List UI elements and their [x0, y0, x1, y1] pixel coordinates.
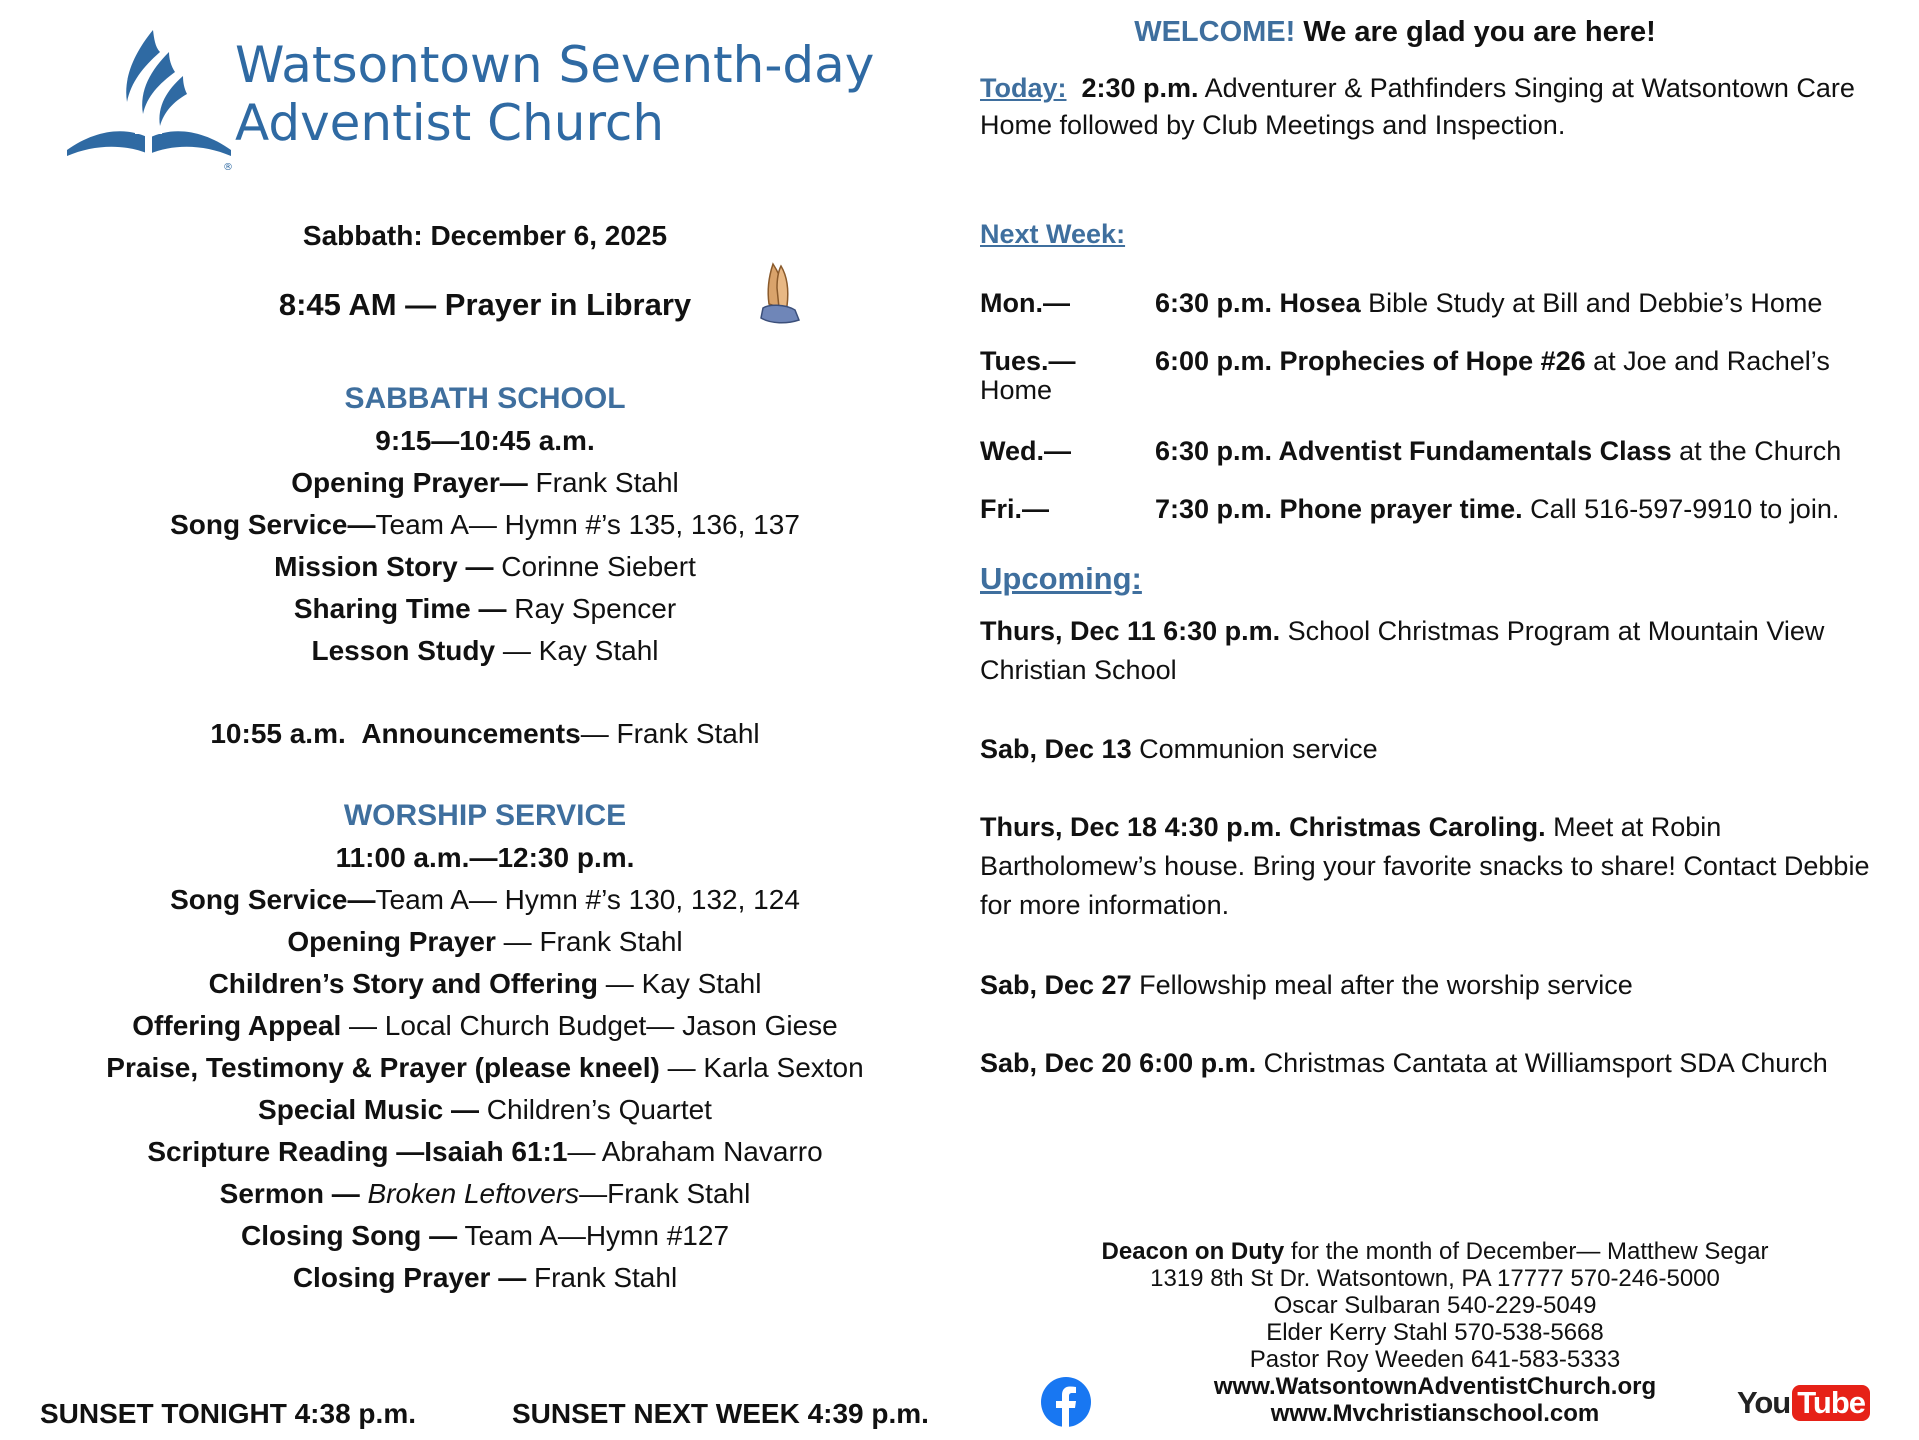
sabbath-date: Sabbath: December 6, 2025	[302, 220, 668, 251]
upcoming-item: Sab, Dec 13 Communion service	[980, 734, 1378, 764]
church-logo	[65, 22, 235, 172]
registered-mark: ®	[223, 162, 233, 172]
welcome-line: WELCOME! We are glad you are here!	[1134, 16, 1656, 48]
sabbath-school-time: 9:15—10:45 a.m.	[375, 425, 595, 456]
ss-item: Mission Story — Corinne Siebert	[274, 551, 696, 582]
upcoming-item: Sab, Dec 27 Fellowship meal after the worship service	[980, 970, 1633, 1000]
contact-line: Elder Kerry Stahl 570-538-5668	[1266, 1319, 1604, 1346]
upcoming-label: Upcoming:	[980, 561, 1142, 596]
ss-item: Opening Prayer— Frank Stahl	[291, 467, 679, 498]
contact-line: Pastor Roy Weeden 641-583-5333	[1249, 1346, 1621, 1373]
facebook-icon[interactable]	[1040, 1376, 1092, 1428]
church-name-line1: Watsontown Seventh-day	[235, 36, 875, 94]
ws-item: Offering Appeal — Local Church Budget— Jason Giese	[132, 1010, 838, 1041]
church-website-link[interactable]: www.WatsontownAdventistChurch.org	[1213, 1373, 1657, 1400]
upcoming-item: Thurs, Dec 11 6:30 p.m. School Christmas Program at Mountain View Christian School	[980, 616, 1825, 685]
ws-item: Children’s Story and Offering — Kay Stahl	[208, 968, 762, 999]
worship-time: 11:00 a.m.—12:30 p.m.	[335, 842, 635, 873]
sabbath-school-title: SABBATH SCHOOL	[344, 382, 626, 415]
announcements-line: 10:55 a.m. Announcements— Frank Stahl	[210, 718, 760, 749]
ws-item: Praise, Testimony & Prayer (please kneel) — Karla Sexton	[106, 1052, 864, 1083]
worship-section	[30, 795, 940, 1299]
ss-item: Song Service—Team A— Hymn #’s 135, 136, 137	[170, 509, 800, 540]
prayer-line-text: 8:45 AM — Prayer in Library	[278, 287, 692, 322]
next-week-label: Next Week:	[980, 219, 1126, 249]
church-name-line2: Adventist Church	[235, 94, 665, 152]
ws-item: Song Service—Team A— Hymn #’s 130, 132, 124	[170, 884, 800, 915]
today-label: Today:	[980, 73, 1067, 103]
closing-prayer-line: Closing Prayer — Frank Stahl	[292, 1262, 678, 1293]
youtube-icon[interactable]: You Tube	[1737, 1382, 1870, 1424]
ss-item: Lesson Study — Kay Stahl	[311, 635, 659, 666]
today-block: Today: 2:30 p.m. Adventurer & Pathfinders Singing at Watsontown Care Home followed by Club Meetings and Inspection.	[980, 73, 1855, 140]
upcoming-item: Sab, Dec 20 6:00 p.m. Christmas Cantata at Williamsport SDA Church	[980, 1048, 1828, 1078]
closing-song-line: Closing Song — Team A—Hymn #127	[240, 1220, 730, 1251]
worship-title: WORSHIP SERVICE	[343, 799, 627, 832]
contact-footer	[1035, 1238, 1835, 1427]
ws-item: Special Music — Children’s Quartet	[258, 1094, 712, 1125]
church-address: 1319 8th St Dr. Watsontown, PA 17777 570-246-5000	[1150, 1265, 1720, 1292]
upcoming-item: Thurs, Dec 18 4:30 p.m. Christmas Caroling. Meet at Robin Bartholomew’s house. Bring your favorite snacks to share! Contact Debbie for more information.	[980, 812, 1870, 920]
sunset-tonight: SUNSET TONIGHT 4:38 p.m.	[40, 1398, 416, 1429]
ss-item: Sharing Time — Ray Spencer	[293, 593, 677, 624]
school-website-link[interactable]: www.Mvchristianschool.com	[1270, 1400, 1600, 1427]
contact-line: Oscar Sulbaran 540-229-5049	[1273, 1292, 1597, 1319]
ws-item: Opening Prayer — Frank Stahl	[287, 926, 683, 957]
praying-hands-icon	[755, 258, 803, 326]
ws-item: Scripture Reading —Isaiah 61:1— Abraham Navarro	[147, 1136, 823, 1167]
sunset-next-week: SUNSET NEXT WEEK 4:39 p.m.	[512, 1398, 929, 1429]
prayer-line	[30, 284, 940, 326]
deacon-line: Deacon on Duty for the month of December— Matthew Segar	[1101, 1238, 1769, 1265]
sermon-line: Sermon — Broken Leftovers—Frank Stahl	[219, 1178, 751, 1209]
sabbath-school-section	[30, 378, 940, 672]
